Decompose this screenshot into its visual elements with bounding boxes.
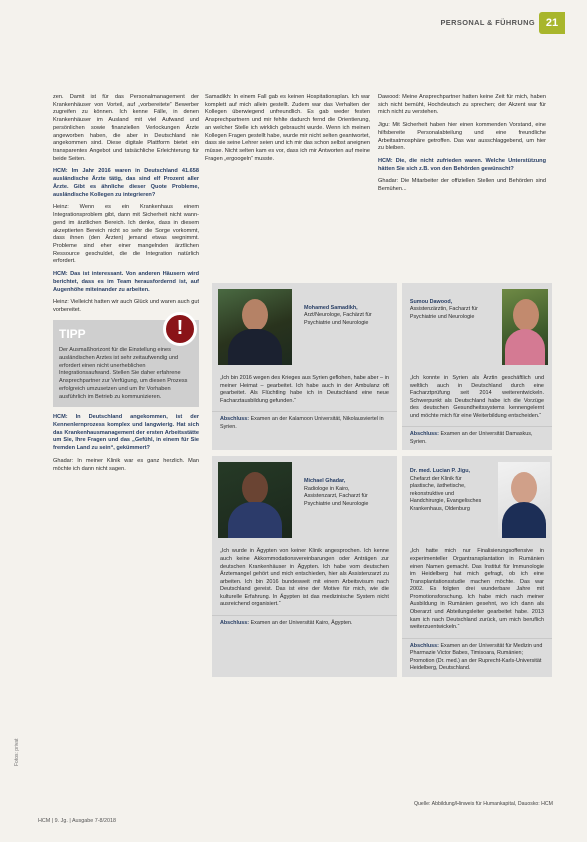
person-quote: „Ich hatte mich nur Finalisierungsoffensive in experimenteller Organtransplantation in Rumänien einen Namen gemacht. Das Institut für Immunologie im Heidelberg hat mich gefragt, ob ich eine Transplantationsstudie machen möchte. Das war 2002. Es folgten drei wunderbare Jahre mit Promotionsforschung. Ich habe mich nach meiner Ausbildung in Rumänien gesehnt, wo ich dann als Oberarzt und Abteilungsleiter gearbeitet habe. 2013 kam ich nach Deutschland zurück, um mich beruflich weiterzuentwickeln.“ [409,548,544,631]
paragraph: zen. Damit ist für das Personalmanagement der Krankenhäuser von Vorteil, auf „vorbereitete“ Bewerber zugreifen zu können. Ich kenne Fälle, in denen Krankenhäuser im Ausland mit viel Aufwand und persönlichen sowie finanziellen Verlockungen Ärzte angeworben haben, die aber in Deutschland nie angekommen sind. Diese digitale Plattform bietet ein transparentes Angebot und tatsächliche Erleichterung für beide Seiten. [53,94,199,162]
interview-answer: Jigu: Mit Sicherheit haben hier einen kommenden Vorstand, eine hilfsbereite Personalabteilung und eine freundliche Arbeitsatmosphäre getroffen. Das war ausschlaggebend, um hier zu bleiben. [378,122,546,152]
person-quote: „Ich konnte in Syrien als Ärztin geschäftlich und weltlich auch in Deutschland durch eine Facharztprüfung seit 2014 weiterentwickeln. Schwerpunkt als Deutschland habe ich die Vorzüge des deutschen Gesundheitssystems kennengelernt und möchte mich für eine Weiterbildung entscheiden.“ [409,375,544,419]
column-3 [378,94,546,199]
profiles-area [212,283,552,677]
profile-box [212,456,397,676]
interview-answer: Ghadar: Die Mitarbeiter der offiziellen Stellen und Behörden sind Bemühen... [378,178,546,193]
person-name: Michael Ghadar, [304,478,346,485]
profile-box [212,283,397,450]
page-header [0,12,587,34]
portrait-photo [218,289,292,365]
degree-info: Abschluss: Examen an der Universität Damaskus, Syrien. [402,426,552,450]
person-quote: „Ich bin 2016 wegen des Krieges aus Syrien geflohen, habe aber – in meiner Heimat – gearbeitet. Ich habe auch in der Ambulanz oft gearbeitet. Als Flüchtling habe ich in Deutschland eine neue Facharztausbildung gefunden.“ [220,375,389,404]
person-name: Sumou Dawood, [409,299,453,305]
degree-info: Abschluss: Examen an der Kalamoon Universität, Nikolausviertel in Syrien. [212,411,397,435]
page-footer: HCM | 9. Jg. | Ausgabe 7-8/2018 [38,818,117,824]
person-quote: „Ich wurde in Ägypten von keiner Klinik angesprochen. Ich kenne auch keine Akkommodationsvereinbarungen oder Anträgen zur deutschen Krankenhäuser in Ägypten. Ich habe vom deutschen Ärztemangel gehört und mich entschieden, hier als Assistenzarzt zu arbeiten. Ich bin 2016 bundesweit mit einem Arbeitsvisum nach Deutschland gereist. Das ist eine der Motive für mich, wie die kulturelle Erfahrung. In Ägypten ist das medizinische System nicht ausreichend organisiert.“ [220,548,389,608]
section-title: PERSONAL & FÜHRUNG [440,18,535,27]
photo-credit: Fotos: privat [14,738,20,766]
degree-info: Abschluss: Examen an der Universität für Medizin und Pharmazie Victor Babes, Timisoara, Rumänien; Promotion (Dr. med.) an der Ruprecht-Karls-Universität Heidelberg, Deutschland. [402,638,552,677]
tip-box [53,316,199,408]
source-note: Quelle: Abbildung/Hinweis für Humankapital, Dauosko: HCM [414,801,553,807]
person-role: Radiologe in Kairo, Assistenzarzt, Facharzt für Psychiatrie und Neurologie [304,485,369,507]
degree-info: Abschluss: Examen an der Universität Kairo, Ägypten. [212,615,397,631]
interview-answer: Samadikh: In einem Fall gab es keinen Hospitationsplan. Ich war komplett auf mich allein gestellt. Zudem war das Verhalten der Kollegen überwiegend unfreundlich. Es gab weder festen Ansprechpartnern und mir fehlte dadurch fernd die Orientierung, an welcher Stelle ich wirklich gebraucht wurde. Wenn ich meinen Kollegen Fragen gestellt habe, wurde mir nicht selten geantwortet, dass sie seine Lehrer seien und ich mir das schon selbst aneignen müsse. Nicht selten kam es vor, dass ich mir Antworten auf meine Fragen „ergoogeln“ musste. [205,94,370,162]
portrait-photo [218,462,292,538]
profile-box [402,283,552,450]
interview-question: HCM: Das ist interessant. Von anderen Häusern wird berichtet, dass es im Team herausfordernd ist, auf Augenhöhe miteinander zu arbeiten. [53,271,199,293]
column-2 [205,94,370,168]
person-role: Assistenzärztin, Facharzt für Psychiatrie und Neurologie [409,306,478,320]
interview-question: HCM: Die, die nicht zufrieden waren. Welche Unterstützung hätten Sie sich z.B. von den Behörden gewünscht? [378,158,546,172]
interview-question: HCM: Im Jahr 2016 waren in Deutschland 41.658 ausländische Ärzte tätig, das sind elf Prozent aller Ärzte. Gibt es ähnliche dieser Quote Probleme, ausländische Kollegen zu integrieren? [53,168,199,198]
page-number-badge: 21 [539,12,565,34]
portrait-photo [502,289,548,365]
tip-text: Der Ausmaßhorizont für die Einstellung eines ausländischen Arztes ist sehr zeitaufwendig und erfordert einen nicht unerheblichen Integrationsaufwand. Stellen Sie daher erfahrene Ansprechpartner zur Verfügung, um diesen Prozess erfolgreich umzusetzen und um Ihr Vorhaben ausführlich im Betrieb zu kommunizieren. [59,347,188,400]
person-name: Dr. med. Lucian P. Jigu, [409,468,471,475]
interview-answer: Heinz: Vielleicht hatten wir auch Glück und waren auch gut vorbereitet. [53,299,199,313]
tip-title: TIPP [59,326,86,341]
interview-question: HCM: In Deutschland angekommen, ist der Kennenlernprozess komplex und langwierig. Hat sich das Krankenhausmanagement der ersten Arbeitsstätte um Sie, Ihre Fragen und das „Gefühl, in einem für Sie fremden Land zu sein“, gekümmert? [53,414,199,452]
interview-answer: Heinz: Wenn es ein Krankenhaus einem Integrationsproblem gibt, dann mit Sicherheit nicht wann-gend im ärztlichen Bereich. Ich denke, dass in diesem akzeptierten Bereich nicht so sehr die Sorge vorkommt, dass ihnen (den Ärzten) jemand etwas wegnimmt. Probleme sind eher einer mangelnden ärztlichen Ressource geschuldet, die die Integration natürlich erfordert. [53,204,199,265]
interview-answer: Dawood: Meine Ansprechpartner hatten keine Zeit für mich, haben sich nicht bemüht, Hochdeutsch zu sprechen; der Akzent war für mich nicht zu verstehen. [378,94,546,116]
exclamation-icon: ! [163,312,197,346]
interview-answer: Ghadar: In meiner Klinik war es ganz herzlich. Man möchte ich dann nicht sagen. [53,457,199,472]
profile-box [402,456,552,676]
portrait-photo [498,462,550,538]
person-role: Chefarzt der Klinik für plastische, ästhetische, rekonstruktive und Handchirurgie, Evangelisches Krankenhaus, Oldenburg [409,475,482,512]
column-1 [53,94,199,478]
person-role: Arzt/Neurologe, Fachärzt für Psychiatrie und Neurologie [304,312,372,326]
person-name: Mohamed Samadikh, [304,305,358,311]
